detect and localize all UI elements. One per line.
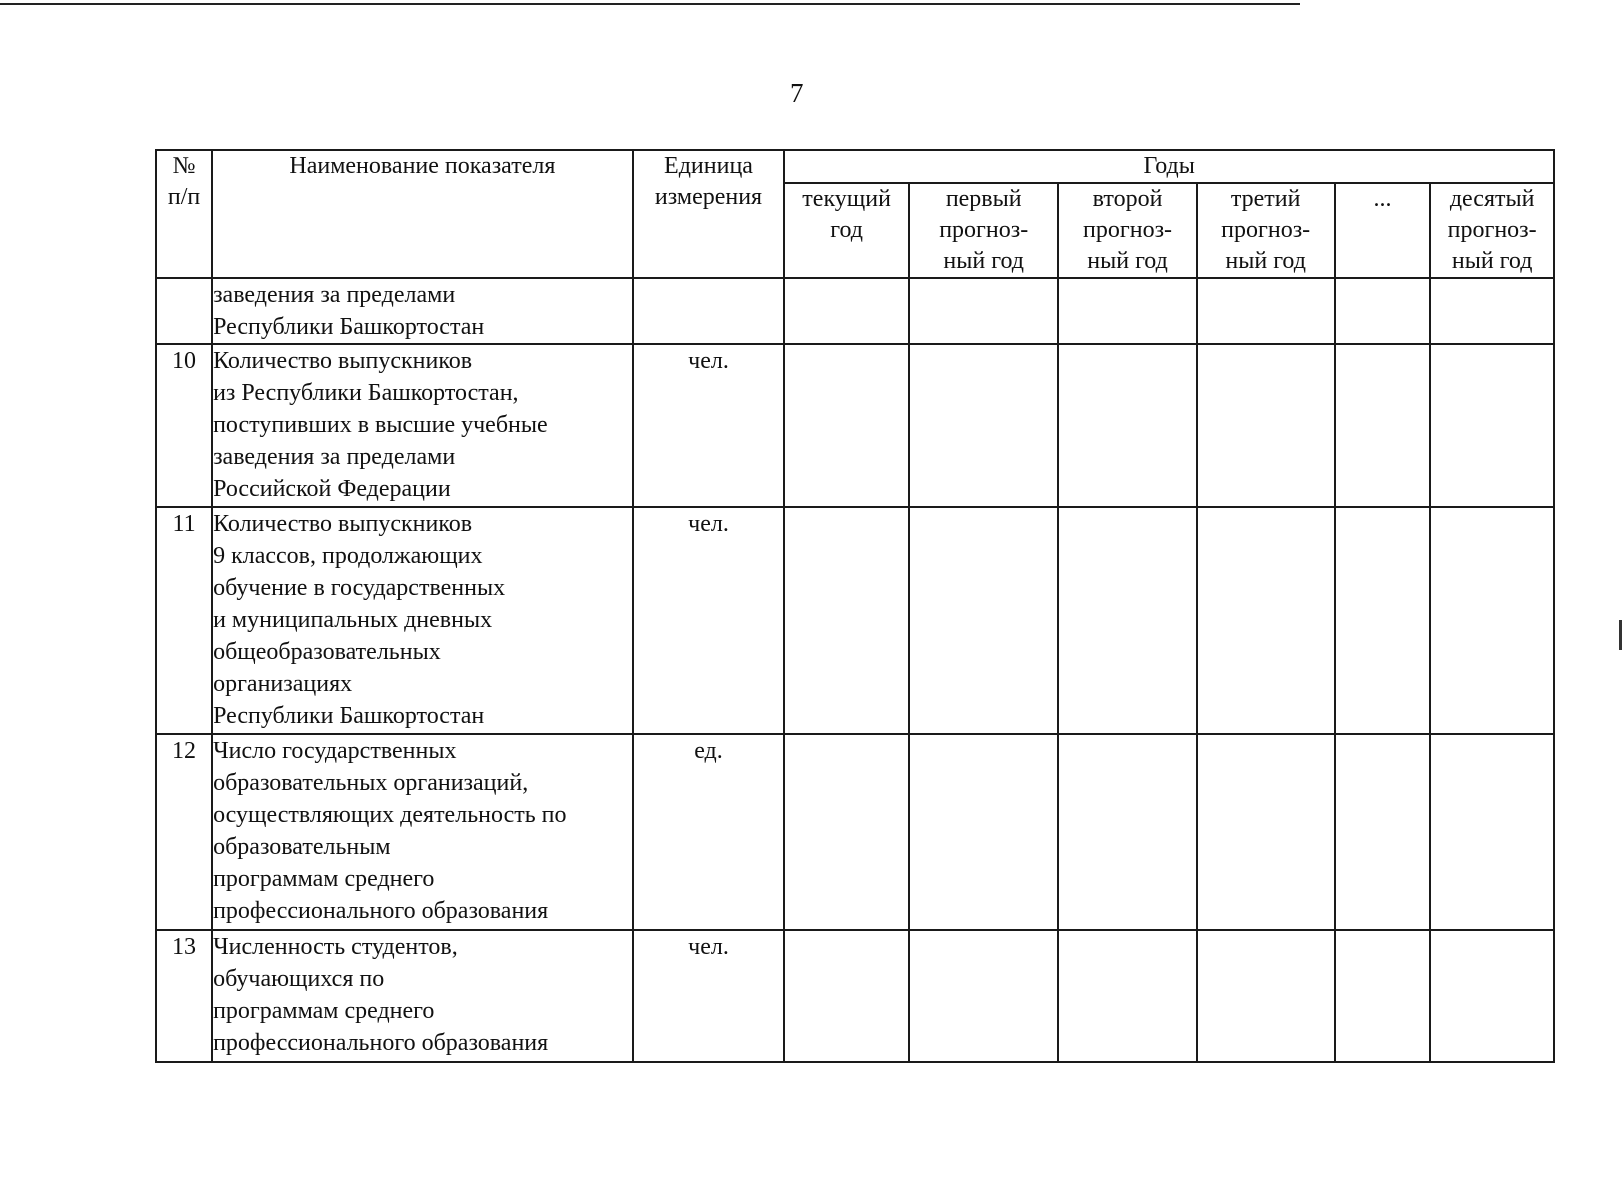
value-cell <box>909 930 1059 1062</box>
indicator-name-line: Республики Башкортостан <box>213 314 485 340</box>
value-cell <box>1335 930 1431 1062</box>
header-indicator-name: Наименование показателя <box>212 150 633 278</box>
header-unit-line: Единица <box>664 153 753 179</box>
page-number: 7 <box>790 78 804 108</box>
unit-cell: ед. <box>633 734 785 930</box>
value-cell <box>1058 344 1196 507</box>
indicator-name-line: образовательных организаций, <box>213 770 529 796</box>
value-cell <box>1335 278 1431 344</box>
row-number: 13 <box>156 930 212 1062</box>
header-tenth-forecast-year <box>1430 183 1554 278</box>
value-cell <box>1197 344 1335 507</box>
indicator-name-line: Республики Башкортостан <box>213 703 485 729</box>
header-unit <box>633 150 785 278</box>
indicator-name-line: профессионального образования <box>213 1030 549 1056</box>
table-row <box>156 344 1554 507</box>
row-number: 10 <box>156 344 212 507</box>
indicator-name-line: Число государственных <box>213 738 457 764</box>
header-row-top <box>156 150 1554 183</box>
header-second-forecast-year <box>1058 183 1196 278</box>
indicators-table <box>155 149 1555 1063</box>
header-year-line: ный год <box>1087 248 1168 274</box>
value-cell <box>1430 507 1554 734</box>
indicator-name-line: Количество выпускников <box>213 348 473 374</box>
value-cell <box>1058 278 1196 344</box>
indicator-name-line: из Республики Башкортостан, <box>213 380 519 406</box>
header-ellipsis: ... <box>1335 183 1431 278</box>
indicator-name-line: образовательным <box>213 834 391 860</box>
indicator-name-line: обучение в государственных <box>213 575 506 601</box>
value-cell <box>1430 344 1554 507</box>
indicator-name-line: программам среднего <box>213 866 435 892</box>
value-cell <box>1197 734 1335 930</box>
header-year-line: год <box>830 217 863 243</box>
value-cell <box>1335 344 1431 507</box>
header-year-line: прогноз- <box>1083 217 1173 243</box>
header-year-line: прогноз- <box>1447 217 1537 243</box>
header-year-line: текущий <box>802 186 891 212</box>
indicator-name-line: Количество выпускников <box>213 511 473 537</box>
indicator-name-line: осуществляющих деятельность по <box>213 802 567 828</box>
header-num-line: п/п <box>167 184 201 210</box>
header-num <box>156 150 212 278</box>
header-first-forecast-year <box>909 183 1059 278</box>
value-cell <box>909 734 1059 930</box>
header-year-line: первый <box>945 186 1022 212</box>
unit-cell: чел. <box>633 344 785 507</box>
top-rule <box>0 3 1300 5</box>
indicator-name-line: программам среднего <box>213 998 435 1024</box>
indicator-name-line: профессионального образования <box>213 898 549 924</box>
header-year-line: прогноз- <box>939 217 1029 243</box>
value-cell <box>1058 507 1196 734</box>
value-cell <box>784 930 909 1062</box>
table-row <box>156 278 1554 344</box>
indicator-name <box>212 344 633 507</box>
value-cell <box>1335 734 1431 930</box>
indicator-name-line: поступивших в высшие учебные <box>213 412 548 438</box>
value-cell <box>1197 507 1335 734</box>
unit-cell: чел. <box>633 930 785 1062</box>
header-current-year <box>784 183 909 278</box>
header-year-line: ный год <box>1225 248 1306 274</box>
row-number: 12 <box>156 734 212 930</box>
value-cell <box>909 344 1059 507</box>
indicator-name-line: Численность студентов, <box>213 934 458 960</box>
value-cell <box>1335 507 1431 734</box>
indicator-name <box>212 278 633 344</box>
row-number <box>156 278 212 344</box>
table-row <box>156 734 1554 930</box>
value-cell <box>1430 734 1554 930</box>
indicator-name <box>212 734 633 930</box>
header-year-line: ный год <box>943 248 1024 274</box>
unit-cell: чел. <box>633 507 785 734</box>
table-row <box>156 930 1554 1062</box>
value-cell <box>1430 930 1554 1062</box>
value-cell <box>909 507 1059 734</box>
indicator-name-line: организациях <box>213 671 353 697</box>
value-cell <box>784 278 909 344</box>
value-cell <box>1197 930 1335 1062</box>
indicator-name-line: и муниципальных дневных <box>213 607 493 633</box>
value-cell <box>909 278 1059 344</box>
value-cell <box>1197 278 1335 344</box>
indicator-name-line: заведения за пределами <box>213 444 456 470</box>
indicator-name-line: Российской Федерации <box>213 476 451 502</box>
value-cell <box>784 734 909 930</box>
indicator-name <box>212 507 633 734</box>
value-cell <box>1430 278 1554 344</box>
header-year-line: ный год <box>1451 248 1533 274</box>
indicator-name <box>212 930 633 1062</box>
unit-cell <box>633 278 785 344</box>
value-cell <box>784 507 909 734</box>
header-num-line: № <box>172 153 196 179</box>
indicator-name-line: обучающихся по <box>213 966 385 992</box>
header-year-line: десятый <box>1449 186 1535 212</box>
row-number: 11 <box>156 507 212 734</box>
indicator-name-line: заведения за пределами <box>213 282 456 308</box>
value-cell <box>1058 734 1196 930</box>
header-third-forecast-year <box>1197 183 1335 278</box>
indicator-name-line: общеобразовательных <box>213 639 441 665</box>
header-years: Годы <box>784 150 1554 183</box>
header-unit-line: измерения <box>654 184 763 210</box>
value-cell <box>784 344 909 507</box>
indicator-name-line: 9 классов, продолжающих <box>213 543 483 569</box>
value-cell <box>1058 930 1196 1062</box>
header-year-line: третий <box>1230 186 1301 212</box>
header-year-line: прогноз- <box>1221 217 1311 243</box>
table-row <box>156 507 1554 734</box>
header-year-line: второй <box>1092 186 1163 212</box>
